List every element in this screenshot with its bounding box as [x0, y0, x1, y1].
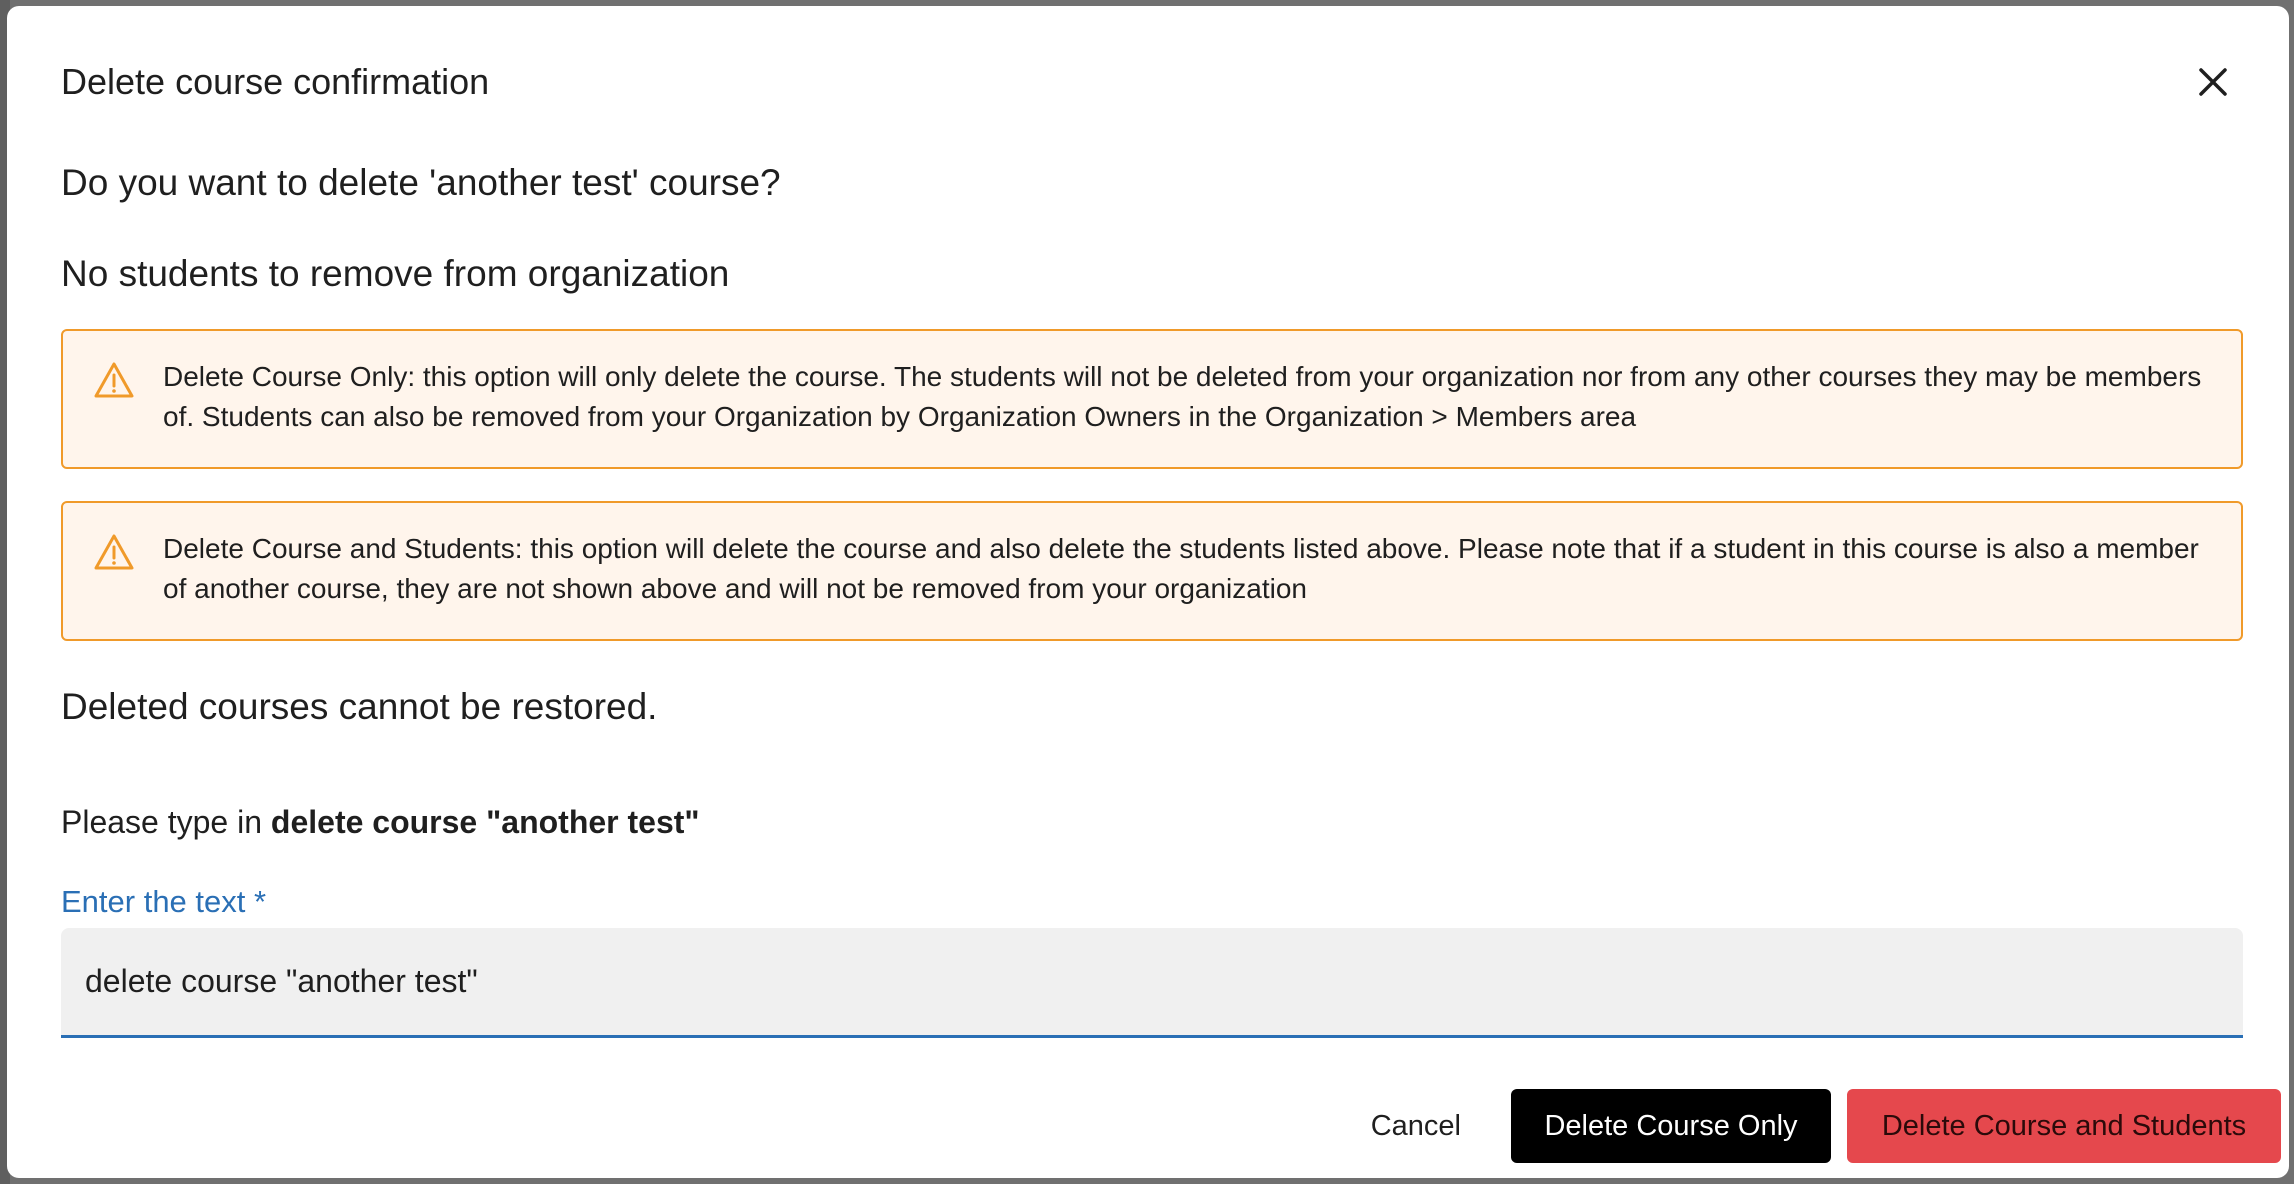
warning-alert-delete-only: [61, 329, 2243, 469]
confirm-text-field: [61, 928, 2243, 1038]
students-note: No students to remove from organization: [61, 253, 730, 294]
warning-icon: [93, 533, 135, 571]
type-prompt: [61, 801, 700, 843]
close-button[interactable]: [2191, 60, 2235, 104]
delete-question: Do you want to delete 'another test' course?: [61, 162, 781, 203]
dialog-header: [61, 60, 2235, 104]
type-prompt-phrase: delete course "another test": [270, 804, 700, 840]
type-prompt-prefix: Please type in: [61, 804, 271, 840]
alert-text: Delete Course Only: this option will only delete the course. The students will not be deleted from your organization nor from any other courses they may be members of. Students can also be removed from your Organization by Organization Owners in the Organization > Members area: [163, 361, 2202, 432]
confirm-field-label: Enter the text *: [61, 884, 267, 919]
cannot-restore-note: Deleted courses cannot be restored.: [61, 686, 658, 727]
confirm-text-input[interactable]: [85, 956, 2205, 1006]
delete-course-only-button[interactable]: Delete Course Only: [1511, 1089, 1831, 1163]
delete-course-dialog: [7, 6, 2289, 1178]
dialog-footer: [1339, 1089, 2281, 1163]
close-icon: [2191, 60, 2235, 104]
warning-alert-delete-both: [61, 501, 2243, 641]
dialog-title: Delete course confirmation: [61, 61, 490, 102]
cancel-button[interactable]: Cancel: [1339, 1089, 1493, 1163]
warning-icon: [93, 361, 135, 399]
alert-text: Delete Course and Students: this option will delete the course and also delete the students listed above. Please note that if a student in this course is also a member of another course, they are not shown above and will not be removed from your organization: [163, 533, 2199, 604]
delete-course-and-students-button[interactable]: Delete Course and Students: [1847, 1089, 2281, 1163]
